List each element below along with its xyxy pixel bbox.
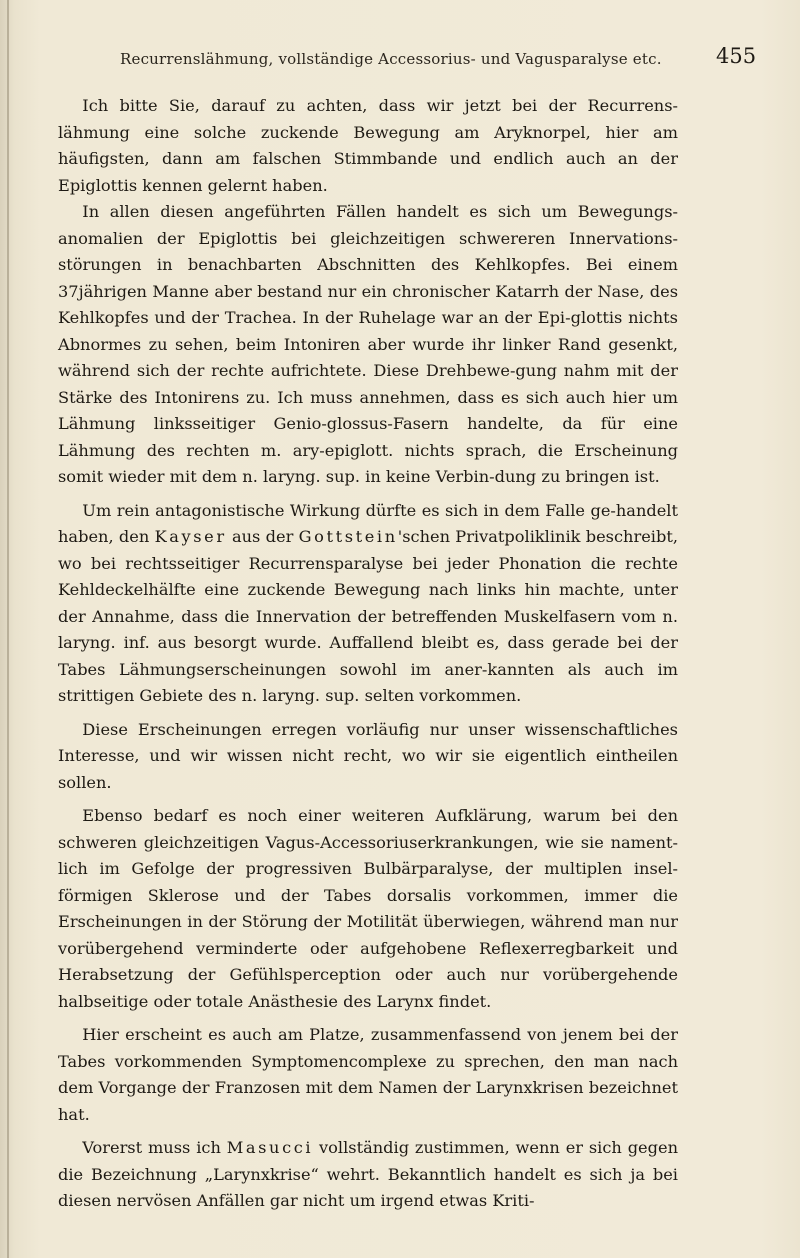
paragraph-3 (58, 498, 678, 710)
running-header: Recurrenslähmung, vollständige Accessorius- und Vagusparalyse etc. (120, 50, 662, 68)
paragraph-4: Diese Erscheinungen erregen vorläufig nur unser wissenschaftliches Interesse, und wir wissen nicht recht, wo wir sie eigentlich eintheilen sollen. (58, 719, 678, 792)
body-text (58, 93, 678, 1215)
paragraph-3-text-b: aus der (226, 527, 299, 546)
paragraph-5: Ebenso bedarf es noch einer weiteren Aufklärung, warum bei den schweren gleichzeitigen Vagus-Accessoriuserkrankungen, wie sie nament-lich im Gefolge der progressiven Bulbärparalyse, der multiplen insel-förmigen Sklerose und der Tabes dorsalis vorkommen, immer die Erscheinungen in der Störung der Motilität überwiegen, während man nur vorübergehend verminderte oder aufgehobene Reflexerregbarkeit und Herabsetzung der Gefühlsperception oder auch nur vorübergehende halbseitige oder totale Anästhesie des Larynx findet. (58, 806, 678, 1011)
paragraph-1: Ich bitte Sie, darauf zu achten, dass wir jetzt bei der Recurrens-lähmung eine solche zuckende Bewegung am Aryknorpel, hier am häufigsten, dann am falschen Stimmbande und endlich auch an der Epiglottis kennen gelernt haben. (58, 96, 678, 195)
paragraph-7 (58, 1135, 678, 1215)
paragraph-7-text-a: Vorerst muss ich (82, 1138, 227, 1157)
paragraph-3-text-a: Um rein antagonistische Wirkung dürfte es sich in dem Falle ge-handelt haben, den (58, 500, 678, 546)
paragraph-7-text-b: vollständig zustimmen, wenn er sich gegen die Bezeichnung „Larynxkrise“ wehrt. Bekanntlich handelt es sich ja bei diesen nervösen Anfällen gar nicht um irgend etwas Kriti- (58, 1138, 678, 1210)
page-number: 455 (716, 44, 757, 68)
paragraph-3-text-c: 'schen Privatpoliklinik beschreibt, wo bei rechtsseitiger Recurrensparalyse bei jeder Phonation die rechte Kehldeckelhälfte eine zuckende Bewegung nach links hin machte, unter der Annahme, dass die Innervation der betreffenden Muskelfasern vom n. laryng. inf. aus besorgt wurde. Auffallend bleibt es, dass gerade bei der Tabes Lähmungserscheinungen sowohl im aner-kannten als auch im strittigen Gebiete des n. laryng. sup. selten vorkommen. (58, 527, 678, 705)
paragraph-2: In allen diesen angeführten Fällen handelt es sich um Bewegungs-anomalien der Epiglottis bei gleichzeitigen schwereren Innervations-störungen in benachbarten Abschnitten des Kehlkopfes. Bei einem 37jährigen Manne aber bestand nur ein chronischer Katarrh der Nase, des Kehlkopfes und der Trachea. In der Ruhelage war an der Epi-glottis nichts Abnormes zu sehen, beim Intoniren aber wurde ihr linker Rand gesenkt, während sich der rechte aufrichtete. Diese Drehbewe-gung nahm mit der Stärke des Intonirens zu. Ich muss annehmen, dass es sich auch hier um Lähmung linksseitiger Genio-glossus-Fasern handelte, da für eine Lähmung des rechten m. ary-epiglott. nichts sprach, die Erscheinung somit wieder mit dem n. laryng. sup. in keine Verbin-dung zu bringen ist. (58, 202, 678, 486)
author-name-masucci: Masucci (226, 1138, 314, 1157)
binding-gutter (7, 0, 9, 1258)
author-name-gottstein: Gottstein (298, 527, 398, 546)
paragraph-6: Hier erscheint es auch am Platze, zusammenfassend von jenem bei der Tabes vorkommenden Symptomencomplexe zu sprechen, den man nach dem Vorgange der Franzosen mit dem Namen der Larynxkrisen bezeichnet hat. (58, 1025, 678, 1124)
author-name-kayser: Kayser (154, 527, 227, 546)
